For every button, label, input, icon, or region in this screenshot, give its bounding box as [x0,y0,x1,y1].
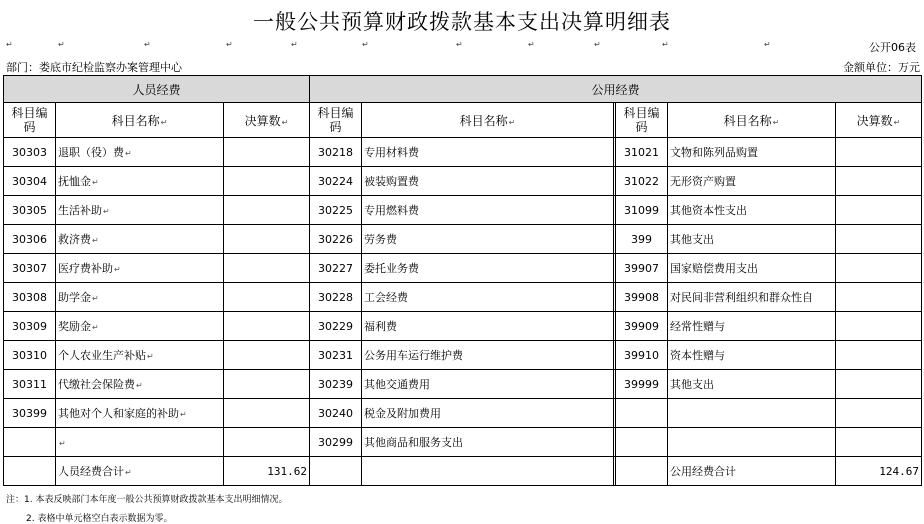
item-code: 39909 [616,312,668,341]
code-header: 科目编码 [310,103,362,138]
personnel-total-value: 131.62 [224,457,310,486]
item-amount [836,225,922,254]
item-code [4,428,56,457]
item-code: 30306 [4,225,56,254]
item-name: 其他支出 [668,225,836,254]
item-name: 生活补助↵ [56,196,224,225]
item-name [668,399,836,428]
item-amount [836,138,922,167]
item-code: 30310 [4,341,56,370]
note-1: 注：1. 本表反映部门本年度一般公共预算财政拨款基本支出明细情况。 [6,495,288,505]
unit-label: 金额单位：万元 [843,61,920,74]
item-name: 经常性赠与 [668,312,836,341]
item-code: 30218 [310,138,362,167]
expenditure-table [3,75,922,486]
item-code: 30240 [310,399,362,428]
item-name: 公务用车运行维护费 [362,341,614,370]
item-amount [224,254,310,283]
item-code: 30228 [310,283,362,312]
item-code: 30305 [4,196,56,225]
table-row [4,283,922,312]
item-amount [224,370,310,399]
amount-header: 决算数↵ [836,103,922,138]
name-header: 科目名称↵ [362,103,614,138]
item-amount [836,283,922,312]
item-name: 工会经费 [362,283,614,312]
item-name: 代缴社会保险费↵ [56,370,224,399]
table-row [4,225,922,254]
totals-row [4,457,922,486]
name-header: 科目名称↵ [56,103,224,138]
item-code: 31021 [616,138,668,167]
item-name: 专用材料费 [362,138,614,167]
item-name: 专用燃料费 [362,196,614,225]
item-amount [224,341,310,370]
page-title: 一般公共预算财政拨款基本支出决算明细表 [253,10,671,34]
table-row [4,196,922,225]
item-name: 国家赔偿费用支出 [668,254,836,283]
item-name: 医疗费补助↵ [56,254,224,283]
item-code: 30311 [4,370,56,399]
item-code: 39908 [616,283,668,312]
item-name: 退职（役）费↵ [56,138,224,167]
item-name: 文物和陈列品购置 [668,138,836,167]
item-amount [836,254,922,283]
public-total-value: 124.67 [836,457,922,486]
table-body [4,138,922,457]
code-header: 科目编码 [616,103,668,138]
table-row [4,167,922,196]
name-header: 科目名称↵ [668,103,836,138]
item-code: 39999 [616,370,668,399]
item-code: 30231 [310,341,362,370]
item-code: 30229 [310,312,362,341]
table-row [4,370,922,399]
item-name: 无形资产购置 [668,167,836,196]
item-code: 39907 [616,254,668,283]
header-row-top [4,76,922,103]
item-name: 对民间非营利组织和群众性自 [668,283,836,312]
item-code: 30299 [310,428,362,457]
department-label: 部门：娄底市纪检监察办案管理中心 [6,61,182,74]
table-row [4,138,922,167]
item-code: 30225 [310,196,362,225]
item-amount [224,167,310,196]
public-total-label: 公用经费合计 [668,457,836,486]
item-name: 税金及附加费用 [362,399,614,428]
item-code: 30308 [4,283,56,312]
header-row-columns [4,103,922,138]
item-amount [836,341,922,370]
item-name: 其他商品和服务支出 [362,428,614,457]
item-name: 个人农业生产补贴↵ [56,341,224,370]
item-amount [836,370,922,399]
public-header: 公用经费 [310,76,922,103]
item-name: 被装购置费 [362,167,614,196]
item-name: 救济费↵ [56,225,224,254]
item-amount [836,312,922,341]
item-amount [224,428,310,457]
item-name: 其他资本性支出 [668,196,836,225]
item-name: 抚恤金↵ [56,167,224,196]
item-code: 30239 [310,370,362,399]
item-name: 资本性赠与 [668,341,836,370]
item-name: 其他对个人和家庭的补助↵ [56,399,224,428]
table-row [4,428,922,457]
item-code: 30303 [4,138,56,167]
item-code: 31022 [616,167,668,196]
item-name: 委托业务费 [362,254,614,283]
item-code: 30227 [310,254,362,283]
item-name: 劳务费 [362,225,614,254]
item-name: 奖励金↵ [56,312,224,341]
item-code: 39910 [616,341,668,370]
code-header: 科目编码 [4,103,56,138]
item-amount [836,399,922,428]
item-code: 30399 [4,399,56,428]
item-code: 30226 [310,225,362,254]
item-amount [224,283,310,312]
item-code [616,428,668,457]
personnel-total-label: 人员经费合计↵ [56,457,224,486]
table-row [4,399,922,428]
item-amount [836,167,922,196]
item-amount [224,196,310,225]
item-name [668,428,836,457]
item-amount [224,225,310,254]
item-amount [836,196,922,225]
item-code: 30304 [4,167,56,196]
item-name: 其他支出 [668,370,836,399]
item-amount [224,138,310,167]
item-code: 30309 [4,312,56,341]
item-name: ↵ [56,428,224,457]
item-name: 福利费 [362,312,614,341]
item-code: 30224 [310,167,362,196]
amount-header: 决算数↵ [224,103,310,138]
item-amount [836,428,922,457]
item-code: 30307 [4,254,56,283]
item-code: 31099 [616,196,668,225]
table-row [4,341,922,370]
item-amount [224,399,310,428]
item-name: 助学金↵ [56,283,224,312]
note-2: 2. 表格中单元格空白表示数据为零。 [26,514,173,524]
item-code: 399 [616,225,668,254]
form-number: 公开06表 [869,41,916,54]
item-amount [224,312,310,341]
table-row [4,254,922,283]
personnel-header: 人员经费 [4,76,310,103]
item-name: 其他交通费用 [362,370,614,399]
item-code [616,399,668,428]
table-row [4,312,922,341]
edit-marks: ↵ ↵ ↵ ↵ ↵ ↵ ↵ ↵ ↵ ↵ ↵ [6,40,771,49]
